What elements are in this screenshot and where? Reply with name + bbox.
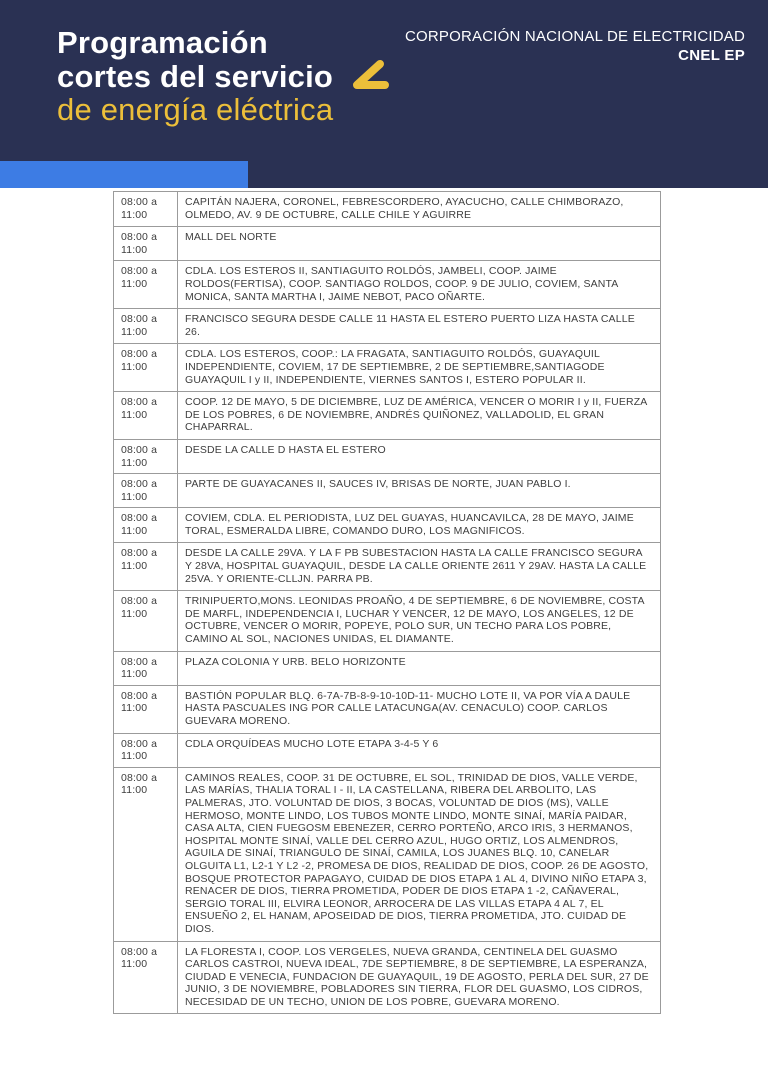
time-start: 08:00 a bbox=[121, 443, 158, 456]
table-row bbox=[114, 767, 661, 941]
time-end: 11:00 bbox=[121, 456, 148, 469]
time-cell bbox=[114, 543, 178, 591]
table-row bbox=[114, 309, 661, 344]
table-row bbox=[114, 192, 661, 227]
organization-name bbox=[405, 27, 745, 65]
table-row bbox=[114, 392, 661, 440]
time-cell bbox=[114, 227, 178, 261]
time-cell bbox=[114, 591, 178, 651]
table-row bbox=[114, 733, 661, 767]
locations-cell: CAPITÁN NAJERA, CORONEL, FEBRESCORDERO, AYACUCHO, CALLE CHIMBORAZO, OLMEDO, AV. 9 DE OCTUBRE, CALLE CHILE Y AGUIRRE bbox=[178, 192, 661, 227]
time-end: 11:00 bbox=[121, 784, 148, 797]
time-cell bbox=[114, 941, 178, 1014]
time-cell bbox=[114, 733, 178, 767]
time-start: 08:00 a bbox=[121, 655, 158, 668]
schedule-table-body bbox=[114, 192, 661, 1014]
locations-cell: CAMINOS REALES, COOP. 31 DE OCTUBRE, EL SOL, TRINIDAD DE DIOS, VALLE VERDE, LAS MARÍAS, THALIA TORAL I - II, LA CASTELLANA, RIBERA DEL ARBOLITO, LAS PALMERAS, JTO. VOLUNTAD DE DIOS, 3 BOCAS, VOLUNTAD DE DIOS (MS), VALLE HERMOSO, MONTE LINDO, LOS TUBOS MONTE LINDO, MONTE SINAÍ, MARÍA PAIDAR, CASA ALTA, CIEN FUEGOSM EBENEZER, CERRO PORTEÑO, ARCO IRIS, 3 HERMANOS, HOSPITAL MONTE SINAÍ, VALLE DEL CERRO AZUL, HUGO ORTIZ, LOS ALMENDROS, AGUILA DE SINAÍ, TRIANGULO DE SINAÍ, CAMILA, LOS JUANES BLQ. 10, CANELAR OLGUITA L1, L2-1 Y L2 -2, PROMESA DE DIOS, REALIDAD DE DIOS, COOP. 26 DE AGOSTO, BOSQUE PROTECTOR PAPAGAYO, CUIDAD DE DIOS ETAPA 1 AL 4, DIVINO NIÑO ETAPA 3, RENACER DE DIOS, TIERRA PROMETIDA, PODER DE DIOS ETAPA 1 -2, CAÑAVERAL, SERGIO TORAL III, ELVIRA LEONOR, ARROCERA DE LAS VILLAS ETAPA 4 AL 7, EL ENSUEÑO 2, EL HANAM, APOSEIDAD DE DIOS, TIERRA PROMETIDA, JTO. CUIDAD DE DIOS. bbox=[178, 767, 661, 941]
page-title-line2: cortes del servicio bbox=[57, 59, 334, 94]
table-row bbox=[114, 651, 661, 685]
time-end: 11:00 bbox=[121, 958, 148, 971]
time-end: 11:00 bbox=[121, 325, 148, 338]
time-cell bbox=[114, 767, 178, 941]
time-start: 08:00 a bbox=[121, 265, 158, 278]
time-start: 08:00 a bbox=[121, 348, 158, 361]
table-row bbox=[114, 941, 661, 1014]
locations-cell: FRANCISCO SEGURA DESDE CALLE 11 HASTA EL ESTERO PUERTO LIZA HASTA CALLE 26. bbox=[178, 309, 661, 344]
table-row bbox=[114, 543, 661, 591]
time-cell bbox=[114, 685, 178, 733]
locations-cell: PLAZA COLONIA Y URB. BELO HORIZONTE bbox=[178, 651, 661, 685]
organization-full-name: CORPORACIÓN NACIONAL DE ELECTRICIDAD bbox=[404, 28, 745, 45]
time-end: 11:00 bbox=[121, 702, 148, 715]
locations-cell: PARTE DE GUAYACANES II, SAUCES IV, BRISAS DE NORTE, JUAN PABLO I. bbox=[178, 474, 661, 508]
locations-cell: DESDE LA CALLE 29VA. Y LA F PB SUBESTACION HASTA LA CALLE FRANCISCO SEGURA Y 28VA, HOSPITAL GUAYAQUIL, DESDE LA CALLE ORIENTE 2611 Y 29AV. HASTA LA CALLE 25VA. Y ORIENTE-CLLJN. PARRA PB. bbox=[178, 543, 661, 591]
schedule-section bbox=[113, 191, 661, 1014]
time-end: 11:00 bbox=[121, 408, 148, 421]
locations-cell: CDLA. LOS ESTEROS II, SANTIAGUITO ROLDÓS, JAMBELI, COOP. JAIME ROLDOS(FERTISA), COOP. SANTIAGO ROLDOS, COOP. 9 DE JULIO, COVIEM, SANTA MONICA, SANTA MARTHA I, JAIME NEBOT, PACO OÑARTE. bbox=[178, 261, 661, 309]
page-title bbox=[57, 26, 391, 126]
locations-cell: DESDE LA CALLE D HASTA EL ESTERO bbox=[178, 439, 661, 473]
time-end: 11:00 bbox=[121, 208, 148, 221]
page-title-line1: Programación bbox=[57, 25, 268, 60]
time-start: 08:00 a bbox=[121, 771, 158, 784]
schedule-table bbox=[113, 191, 661, 1014]
locations-cell: BASTIÓN POPULAR BLQ. 6-7A-7B-8-9-10-10D-11- MUCHO LOTE II, VA POR VÍA A DAULE HASTA PASCUALES ING POR CALLE LATACUNGA(AV. CENACULO) COOP. CARLOS GUEVARA MORENO. bbox=[178, 685, 661, 733]
table-row bbox=[114, 508, 661, 543]
table-row bbox=[114, 474, 661, 508]
locations-cell: COVIEM, CDLA. EL PERIODISTA, LUZ DEL GUAYAS, HUANCAVILCA, 28 DE MAYO, JAIME TORAL, ESMERALDA LIBRE, COMANDO DURO, LOS MAGNIFICOS. bbox=[178, 508, 661, 543]
time-cell bbox=[114, 508, 178, 543]
locations-cell: CDLA. LOS ESTEROS, COOP.: LA FRAGATA, SANTIAGUITO ROLDÓS, GUAYAQUIL INDEPENDIENTE, COVIEM, 17 DE SEPTIEMBRE, 2 DE SEPTIEMBRE,SANTIAGODE GUAYAQUIL I y II, INDEPENDIENTE, VIERNES SANTOS I, ESTERO POPULAR II. bbox=[178, 344, 661, 392]
time-cell bbox=[114, 439, 178, 473]
time-end: 11:00 bbox=[121, 243, 148, 256]
time-start: 08:00 a bbox=[121, 313, 158, 326]
time-end: 11:00 bbox=[121, 524, 148, 537]
time-end: 11:00 bbox=[121, 560, 148, 573]
time-cell bbox=[114, 192, 178, 227]
time-start: 08:00 a bbox=[121, 547, 158, 560]
organization-abbreviation: CNEL EP bbox=[678, 47, 745, 64]
time-cell bbox=[114, 651, 178, 685]
table-row bbox=[114, 591, 661, 651]
time-cell bbox=[114, 309, 178, 344]
table-row bbox=[114, 439, 661, 473]
locations-cell: TRINIPUERTO,MONS. LEONIDAS PROAÑO, 4 DE SEPTIEMBRE, 6 DE NOVIEMBRE, COSTA DE MARFL, INDEPENDENCIA I, LUCHAR Y VENCER, 12 DE MAYO, LOS ANGELES, 12 DE OCTUBRE, VENCER O MORIR, POPEYE, POLO SUR, UN TECHO PARA LOS POBRE, CAMINO AL SOL, NACIONES UNIDAS, EL DIAMANTE. bbox=[178, 591, 661, 651]
header-banner bbox=[0, 0, 768, 188]
time-cell bbox=[114, 474, 178, 508]
table-row bbox=[114, 344, 661, 392]
locations-cell: CDLA ORQUÍDEAS MUCHO LOTE ETAPA 3-4-5 Y 6 bbox=[178, 733, 661, 767]
locations-cell: LA FLORESTA I, COOP. LOS VERGELES, NUEVA GRANDA, CENTINELA DEL GUASMO CARLOS CASTROI, NUEVA IDEAL, 7DE SEPTIEMBRE, 8 DE SEPTIEMBRE, LA ESPERANZA, CIUDAD E VENECIA, FUNDACION DE GUAYAQUIL, 19 DE AGOSTO, PERLA DEL SUR, 27 DE JUNIO, 3 DE NOVIEMBRE, POBLADORES SIN TIERRA, FLOR DEL GUASMO, LOS CIDROS, NECESIDAD DE UN TECHO, UNION DE LOS POBRE, GUEVARA MORENO. bbox=[178, 941, 661, 1014]
time-start: 08:00 a bbox=[121, 396, 158, 409]
page-title-line3: de energía eléctrica bbox=[57, 92, 334, 127]
time-end: 11:00 bbox=[121, 360, 148, 373]
time-cell bbox=[114, 261, 178, 309]
locations-cell: COOP. 12 DE MAYO, 5 DE DICIEMBRE, LUZ DE AMÉRICA, VENCER O MORIR I y II, FUERZA DE LOS POBRES, 6 DE NOVIEMBRE, ANDRÉS QUIÑONEZ, VALLADOLID, EL GRAN CHAPARRAL. bbox=[178, 392, 661, 440]
table-row bbox=[114, 685, 661, 733]
angle-icon bbox=[347, 59, 391, 93]
time-end: 11:00 bbox=[121, 277, 148, 290]
accent-bar bbox=[0, 161, 248, 188]
time-start: 08:00 a bbox=[121, 737, 158, 750]
time-end: 11:00 bbox=[121, 668, 148, 681]
time-end: 11:00 bbox=[121, 607, 148, 620]
time-end: 11:00 bbox=[121, 750, 148, 763]
time-cell bbox=[114, 344, 178, 392]
time-cell bbox=[114, 392, 178, 440]
time-start: 08:00 a bbox=[121, 945, 158, 958]
table-row bbox=[114, 261, 661, 309]
time-start: 08:00 a bbox=[121, 595, 158, 608]
time-start: 08:00 a bbox=[121, 196, 158, 208]
time-end: 11:00 bbox=[121, 490, 148, 503]
time-start: 08:00 a bbox=[121, 689, 158, 702]
time-start: 08:00 a bbox=[121, 478, 158, 491]
time-start: 08:00 a bbox=[121, 512, 158, 525]
locations-cell: MALL DEL NORTE bbox=[178, 227, 661, 261]
table-row bbox=[114, 227, 661, 261]
time-start: 08:00 a bbox=[121, 231, 158, 244]
